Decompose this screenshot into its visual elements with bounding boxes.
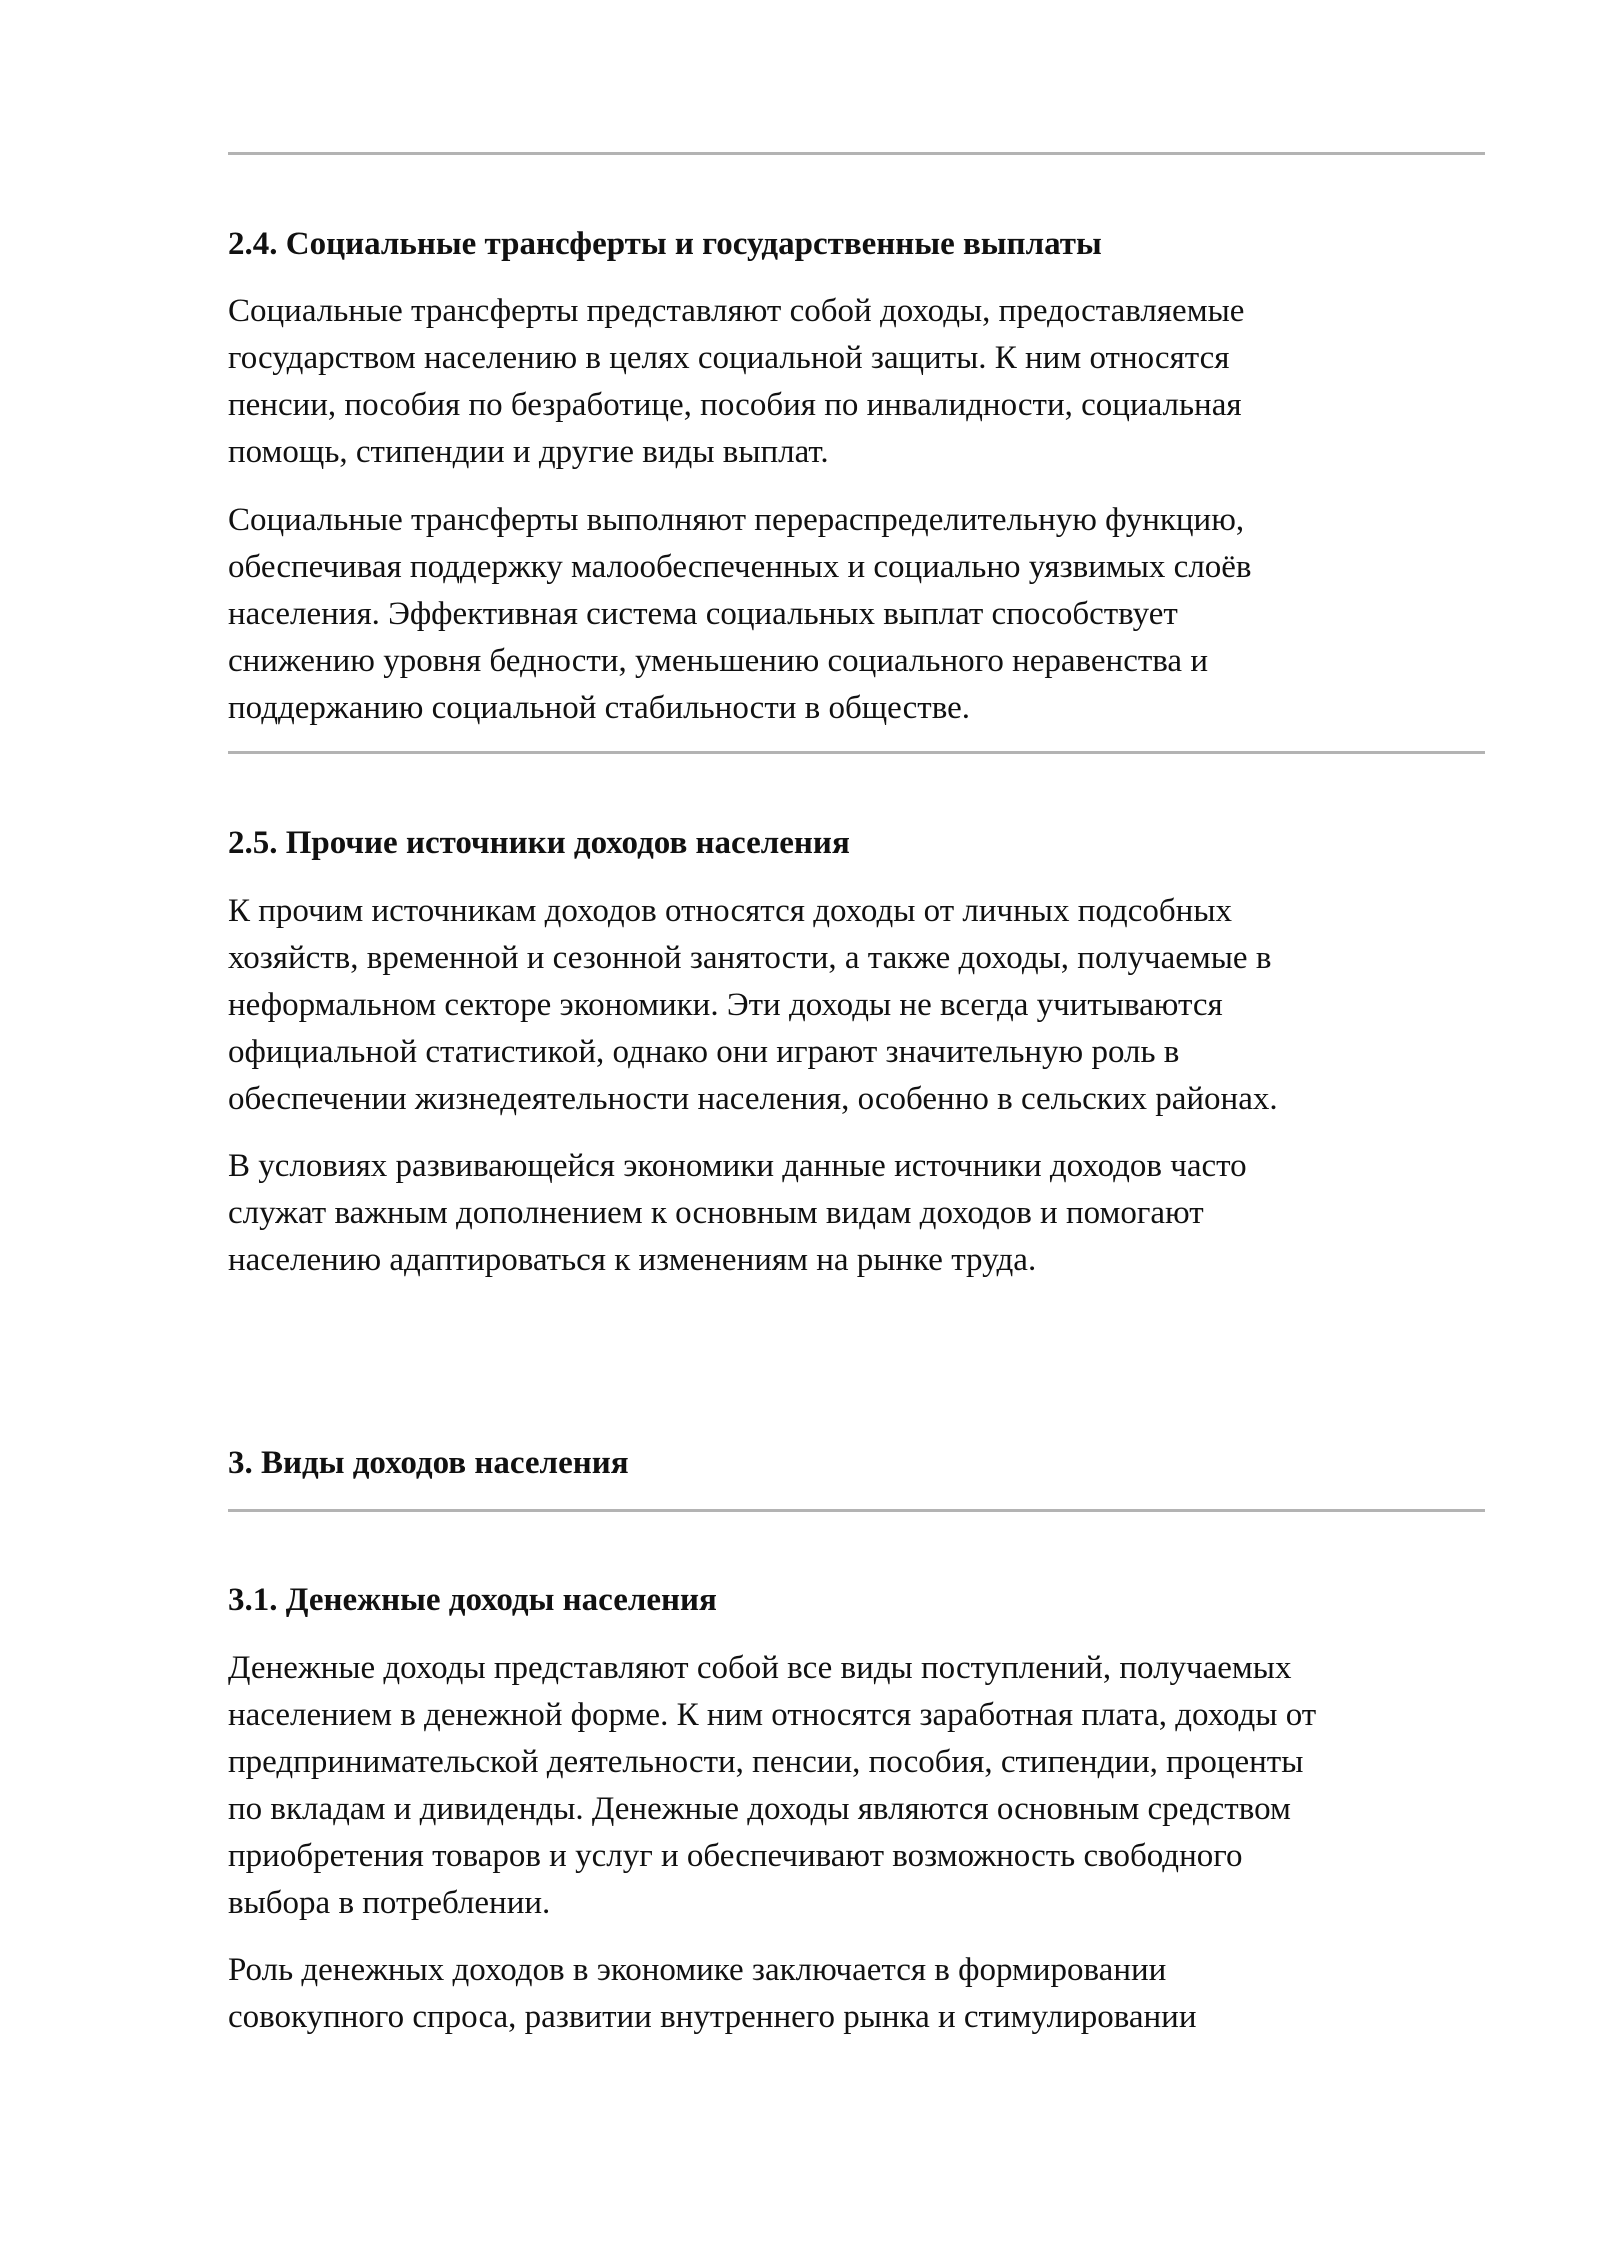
text-line: обеспечивая поддержку малообеспеченных и социально уязвимых слоёв	[228, 549, 1252, 585]
text-line: К прочим источникам доходов относятся доходы от личных подсобных	[228, 893, 1232, 929]
paragraph-2-5-2	[228, 1143, 1485, 1284]
paragraph-2-5-1	[228, 888, 1485, 1123]
text-line: населением в денежной форме. К ним относятся заработная плата, доходы от	[228, 1697, 1317, 1733]
text-line: выбора в потреблении.	[228, 1885, 551, 1921]
paragraph-2-4-2	[228, 497, 1485, 732]
text-line: неформальном секторе экономики. Эти доходы не всегда учитываются	[228, 987, 1223, 1023]
text-line: совокупного спроса, развитии внутреннего рынка и стимулировании	[228, 1999, 1197, 2035]
paragraph-3-1-2	[228, 1947, 1485, 2041]
text-line: Денежные доходы представляют собой все виды поступлений, получаемых	[228, 1650, 1292, 1686]
section-divider	[228, 1509, 1485, 1512]
paragraph-2-4-1	[228, 288, 1485, 476]
text-line: населения. Эффективная система социальных выплат способствует	[228, 596, 1178, 632]
text-line: Роль денежных доходов в экономике заключается в формировании	[228, 1952, 1167, 1988]
text-line: официальной статистикой, однако они играют значительную роль в	[228, 1034, 1180, 1070]
text-line: пенсии, пособия по безработице, пособия по инвалидности, социальная	[228, 387, 1242, 423]
text-line: предпринимательской деятельности, пенсии, пособия, стипендии, проценты	[228, 1744, 1304, 1780]
section-divider	[228, 152, 1485, 155]
text-line: помощь, стипендии и другие виды выплат.	[228, 434, 829, 470]
chapter-heading-3: 3. Виды доходов населения	[228, 1445, 629, 1481]
paragraph-3-1-1	[228, 1645, 1485, 1927]
section-heading-2-5: 2.5. Прочие источники доходов населения	[228, 825, 850, 861]
section-heading-2-4: 2.4. Социальные трансферты и государственные выплаты	[228, 226, 1102, 262]
section-heading-3-1: 3.1. Денежные доходы населения	[228, 1582, 717, 1618]
text-line: снижению уровня бедности, уменьшению социального неравенства и	[228, 643, 1208, 679]
text-line: Социальные трансферты выполняют перераспределительную функцию,	[228, 502, 1245, 538]
text-line: В условиях развивающейся экономики данные источники доходов часто	[228, 1148, 1247, 1184]
text-line: поддержанию социальной стабильности в обществе.	[228, 690, 971, 726]
text-line: служат важным дополнением к основным видам доходов и помогают	[228, 1195, 1204, 1231]
text-line: обеспечении жизнедеятельности населения, особенно в сельских районах.	[228, 1081, 1278, 1117]
text-line: государством населению в целях социальной защиты. К ним относятся	[228, 340, 1230, 376]
text-line: по вкладам и дивиденды. Денежные доходы являются основным средством	[228, 1791, 1291, 1827]
text-line: приобретения товаров и услуг и обеспечивают возможность свободного	[228, 1838, 1243, 1874]
text-line: населению адаптироваться к изменениям на рынке труда.	[228, 1242, 1037, 1278]
section-divider	[228, 751, 1485, 754]
text-line: Социальные трансферты представляют собой доходы, предоставляемые	[228, 293, 1245, 329]
text-line: хозяйств, временной и сезонной занятости, а также доходы, получаемые в	[228, 940, 1272, 976]
